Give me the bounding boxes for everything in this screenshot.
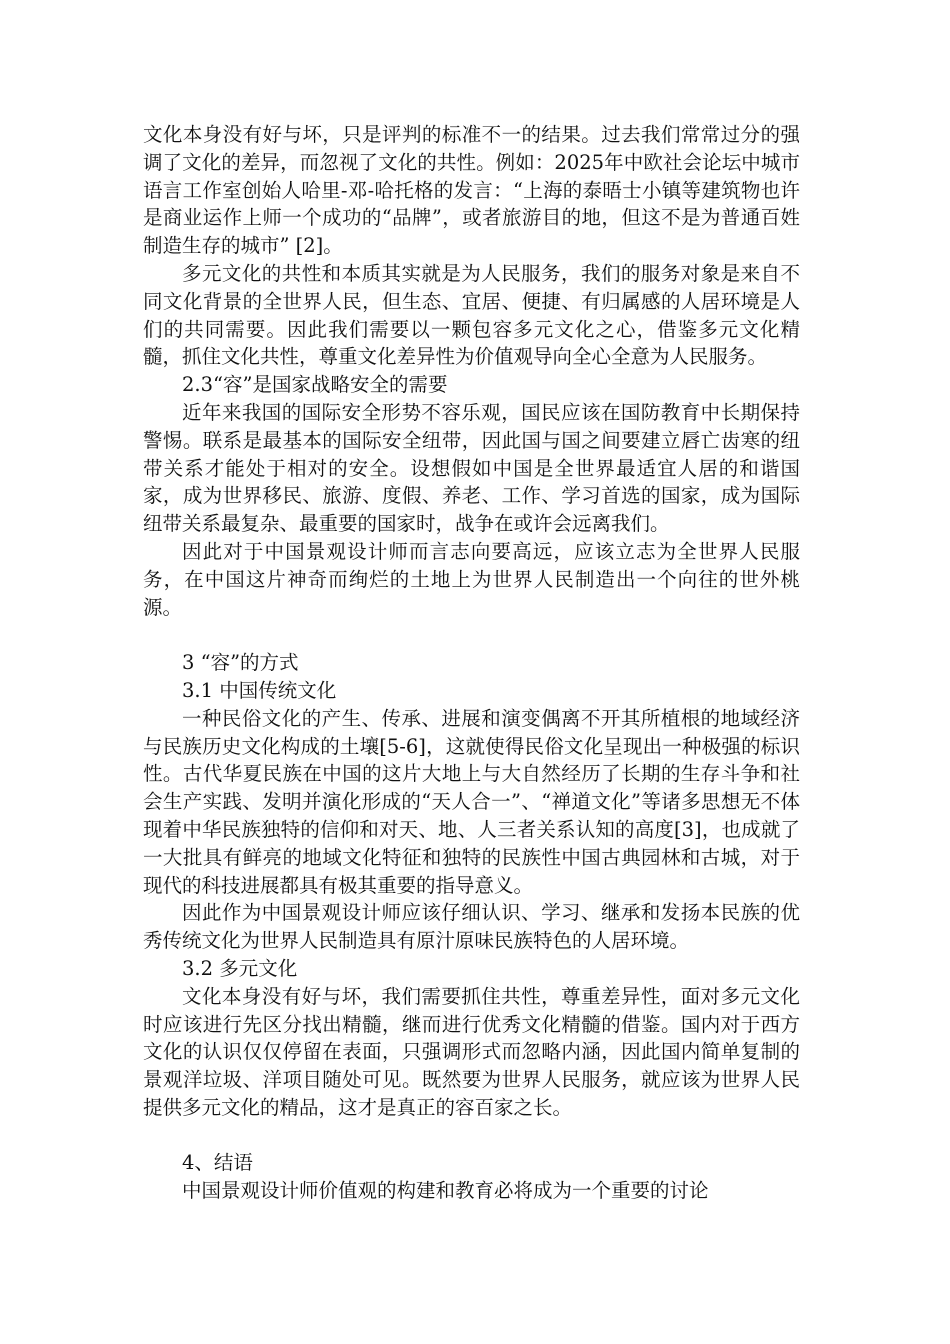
section-heading-2-3: 2.3“容”是国家战略安全的需要 (182, 373, 448, 397)
paragraph-cultural-difference: 文化本身没有好与坏，只是评判的标准不一的结果。过去我们常常过分的强调了文化的差异，而忽视了文化的共性。例如：2025年中欧社会论坛中城市语言工作室创始人哈里-邓-哈托格的发言：“上海的泰晤士小镇等建筑物也许是商业运作上师一个成功的“品牌”，或者旅游目的地，但这不是为普通百姓制造生存的城市” [2]。 (143, 123, 800, 258)
blank-line (143, 1122, 800, 1150)
blank-line (143, 621, 800, 649)
document-body (143, 121, 800, 1205)
paragraph-national-security: 近年来我国的国际安全形势不容乐观，国民应该在国防教育中长期保持警惕。联系是最基本的国际安全纽带，因此国与国之间要建立唇亡齿寒的纽带关系才能处于相对的安全。设想假如中国是全世界最适宜人居的和谐国家，成为世界移民、旅游、度假、养老、工作、学习首选的国家，成为国际纽带关系最复杂、最重要的国家时，战争在或许会远离我们。 (143, 400, 800, 536)
section-heading-3: 3 “容”的方式 (182, 651, 299, 675)
paragraph-designer-aspiration: 因此对于中国景观设计师而言志向要高远，应该立志为全世界人民服务，在中国这片神奇而绚烂的土地上为世界人民制造出一个向往的世外桃源。 (143, 539, 800, 619)
section-heading-3-2: 3.2 多元文化 (182, 956, 298, 980)
paragraph-multicultural-commonality: 多元文化的共性和本质其实就是为人民服务，我们的服务对象是来自不同文化背景的全世界人民，但生态、宜居、便捷、有归属感的人居环境是人们的共同需要。因此我们需要以一颗包容多元文化之心，借鉴多元文化精髓，抓住文化共性，尊重文化差异性为价值观导向全心全意为人民服务。 (143, 261, 800, 369)
paragraph-multiculture: 文化本身没有好与坏，我们需要抓住共性，尊重差异性，面对多元文化时应该进行先区分找出精髓，继而进行优秀文化精髓的借鉴。国内对于西方文化的认识仅仅停留在表面，只强调形式而忽略内涵，因此国内简单复制的景观洋垃圾、洋项目随处可见。既然要为世界人民服务，就应该为世界人民提供多元文化的精品，这才是真正的容百家之长。 (143, 984, 800, 1119)
paragraph-traditional-culture: 因此作为中国景观设计师应该仔细认识、学习、继承和发扬本民族的优秀传统文化为世界人民制造具有原汁原味民族特色的人居环境。 (143, 901, 800, 953)
section-heading-4: 4、结语 (182, 1151, 253, 1175)
section-heading-3-1: 3.1 中国传统文化 (182, 678, 337, 702)
paragraph-conclusion: 中国景观设计师价值观的构建和教育必将成为一个重要的讨论 (182, 1179, 709, 1203)
paragraph-folk-culture: 一种民俗文化的产生、传承、进展和演变偶离不开其所植根的地域经济与民族历史文化构成的土壤[5-6]，这就使得民俗文化呈现出一种极强的标识性。古代华夏民族在中国的这片大地上与大自然经历了长期的生存斗争和社会生产实践、发明并演化形成的“天人合一”、“禅道文化”等诸多思想无不体现着中华民族独特的信仰和对天、地、人三者关系认知的高度[3]，也成就了一大批具有鲜亮的地域文化特征和独特的民族性中国古典园林和古城，对于现代的科技进展都具有极其重要的指导意义。 (143, 706, 800, 897)
